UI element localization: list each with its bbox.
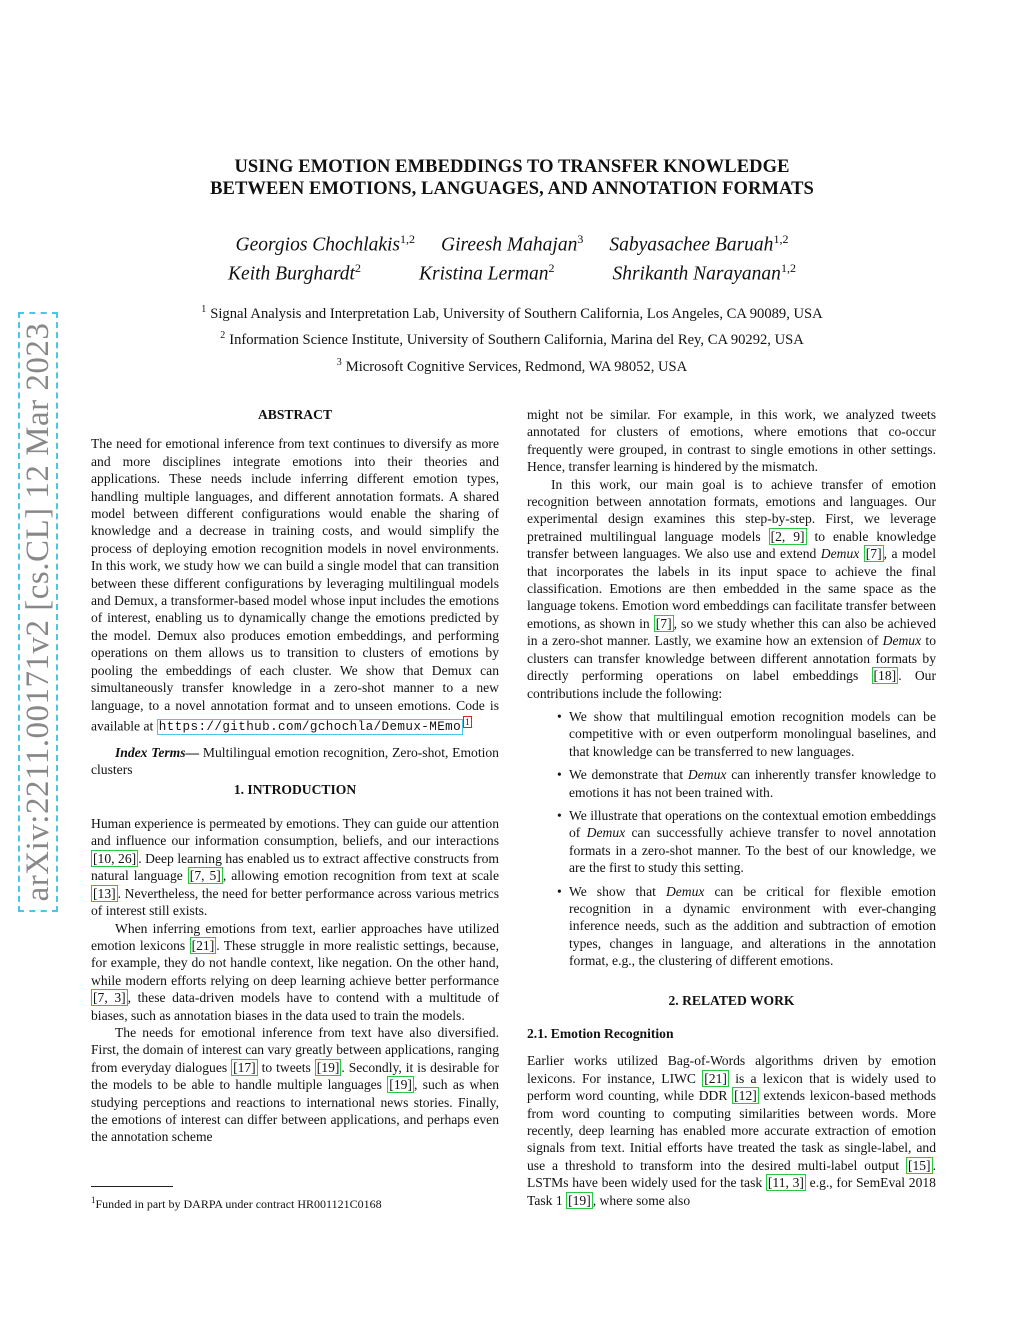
citation-link[interactable]: [13] [93,885,116,901]
author-row-2 [150,257,874,286]
title-line-2: BETWEEN EMOTIONS, LANGUAGES, AND ANNOTATION FORMATS [210,179,814,199]
citation-link[interactable]: [10, 26] [93,850,137,866]
arxiv-id[interactable]: arXiv:2211.00171v2 [cs.CL] 12 Mar 2023 [18,312,58,912]
citation-link[interactable]: [19] [568,1192,591,1208]
author: Georgios Chochlakis$^{1,2}$ [235,232,416,256]
citation-link[interactable]: [19] [316,1059,340,1075]
related-paragraph: Earlier works utilized Bag-of-Words algorithms driven by emotion lexicons. For instance, LIWC [21] is a lexicon that is widely used to perform word counting, while DDR [12] extends lexicon-based methods from word counting to computing similarities between words. More recently, deep learning has enabled more accurate extraction of emotion signals from text. Initial efforts have treated the task as single-label, and use a threshold to transform into the desired multi-label output [15] . LSTMs have been widely used for the task [11, 3] e.g., for SemEval 2018 Task 1 [19] , where some also [527,1053,937,1208]
citation-link[interactable]: [2, 9] [770,528,805,544]
citation-link[interactable]: [21] [704,1070,727,1086]
index-terms: Index Terms— Multilingual emotion recognition, Zero-shot, Emotion clusters [91,744,499,778]
citation-link[interactable]: [7, 5] [189,868,221,884]
code-url-link[interactable]: https://github.com/gchochla/Demux-MEmo [158,720,462,735]
citation-link[interactable]: [7, 3] [93,990,126,1006]
citation-link[interactable]: [15] [907,1157,931,1173]
citation-link[interactable]: [7] [865,546,882,562]
bullet-icon: • [557,883,562,899]
footnote-mark-link[interactable]: 1 [465,716,470,727]
citation-link[interactable]: [19] [389,1077,412,1093]
contributions-list [527,708,936,970]
title-line-1: USING EMOTION EMBEDDINGS TO TRANSFER KNOWLEDGE [234,157,790,177]
citation-link[interactable]: [11, 3] [767,1175,804,1191]
author: Sabyasachee Baruah$^{1,2}$ [609,232,789,256]
intro-paragraph-1: Human experience is permeated by emotions. They can guide our attention and influence our information consumption, beliefs, and our interactions [10, 26] . Deep learning has enabled us to extract affective constructs from natural language [7, 5] , allowing emotion recognition from text at scale [13] . Nevertheless, the need for better performance across various metrics of interest still exists. [91,816,500,919]
citation-link[interactable]: [7] [655,615,672,631]
author-list [150,228,874,285]
author: Keith Burghardt$^2$ [228,260,361,284]
bullet-icon: • [557,708,562,724]
footnote: $^1$Funded in part by DARPA under contract HR001121C0168 [91,1195,382,1211]
subsection-heading: 2.1. Emotion Recognition [527,1026,674,1041]
affiliations [100,299,924,378]
list-item: • We illustrate that operations on the contextual emotion embeddings of Demux can successfully achieve transfer to novel annotation formats in a zero-shot manner. To the best of our knowledge, we are the first to study this setting. [557,807,936,876]
abstract-heading: ABSTRACT [257,407,333,422]
citation-link[interactable]: [17] [233,1059,256,1075]
bullet-icon: • [557,807,562,823]
right-paragraph-1: might not be similar. For example, in this work, we analyzed tweets annotated for clusters of emotions, where emotions that co-occur frequently were grouped, in contrast to single emotions in other settings. Hence, transfer learning is hindered by the mismatch. [527,407,936,475]
author: Gireesh Mahajan$^3$ [441,232,584,256]
affiliation: $^1$ Signal Analysis and Interpretation Lab, University of Southern California, Los Angeles, CA 90089, USA [201,304,823,322]
right-paragraph-2: In this work, our main goal is to achieve transfer of emotion recognition between annotation formats, emotions and languages. Our experimental design examines this step-by-step. First, we leverage pretrained multilingual language models [2, 9] to enable knowledge transfer between languages. We also use and extend Demux [7] , a model that incorporates the labels in its input space to achieve the final classification. Emotions are then embedded in the same space as the language tokens. Emotion word embeddings can facilitate transfer between emotions, as shown in [7] , so we study whether this can also be achieved in a zero-shot manner. Lastly, we examine how an extension of Demux to clusters can transfer knowledge between different annotation formats by directly performing operations on label embeddings [18] . Our contributions include the following: [527,476,936,701]
author-row-1 [150,228,874,257]
intro-heading: 1. INTRODUCTION [233,781,357,797]
intro-paragraph-2: When inferring emotions from text, earlier approaches have utilized emotion lexicons [21] . These struggle in more realistic settings, because, for example, they do not handle context, like negation. On the other hand, while modern efforts relying on deep learning achieve better performance [7, 3] , these data-driven models have to contend with a multitude of biases, such as annotation biases in the data used to train the models. [91,920,500,1023]
related-work-heading: 2. RELATED WORK [668,992,795,1008]
citation-link[interactable]: [21] [191,937,215,953]
list-item: • We show that multilingual emotion recognition models can be competitive with or even outperform monolingual baselines, and that knowledge can be transferred to new languages. [557,708,936,759]
affiliation: $^2$ Information Science Institute, University of Southern California, Marina del Rey, CA 90292, USA [220,330,804,349]
author: Shrikanth Narayanan$^{1,2}$ [612,260,796,284]
bullet-icon: • [557,767,562,783]
citation-link[interactable]: [18] [873,668,897,684]
paper-title [100,156,924,200]
intro-paragraph-3: The needs for emotional inference from text have also diversified. First, the domain of interest can vary greatly between applications, ranging from everyday dialogues [17] to tweets [19] . Secondly, it is desirable for the models to be able to handle multiple languages [19] , such as when studying perceptions and reactions to international news stories. Finally, the emotions of interest can differ between applications, and perhaps even the annotation scheme [91,1024,499,1145]
list-item: • We show that Demux can be critical for flexible emotion recognition in a dynamic environment with ever-changing inference needs, such as the addition and subtraction of emotion types, changes in language, and alterations in the annotation format, e.g., the clustering of different emotions. [557,883,936,969]
author: Kristina Lerman$^2$ [418,260,555,284]
affiliation: $^3$ Microsoft Cognitive Services, Redmond, WA 98052, USA [336,356,688,375]
left-column [91,406,499,1146]
arxiv-stamp[interactable] [18,312,58,912]
right-column [527,406,936,1209]
footnote-divider [91,1186,173,1187]
citation-link[interactable]: [12] [734,1088,757,1104]
abstract-text: The need for emotional inference from text continues to diversify as more and more disciplines integrate emotions into their theories and applications. These needs include inferring different emotion types, handling multiple languages, and different annotation formats. A shared model between different configurations would enable the sharing of knowledge and a decrease in training costs, and would simplify the process of deploying emotion recognition models in novel environments. In this work, we study how we can build a single model that can transition between these different configurations by leveraging multilingual models and Demux, a transformer-based model whose input includes the emotions of interest, enabling us to dynamically change the emotions predicted by the model. Demux also produces emotion embeddings, and performing operations on them allows us to transition to clusters of emotions by pooling the embeddings of each cluster. We show that Demux can simultaneously transfer knowledge in a zero-shot manner to a new language, to a novel annotation format and to unseen emotions. Code is available at https://github.com/gchochla/Demux-MEmo $^1$ [91,436,499,735]
list-item: • We demonstrate that Demux can inherently transfer knowledge to emotions it has not been trained with. [557,767,936,800]
